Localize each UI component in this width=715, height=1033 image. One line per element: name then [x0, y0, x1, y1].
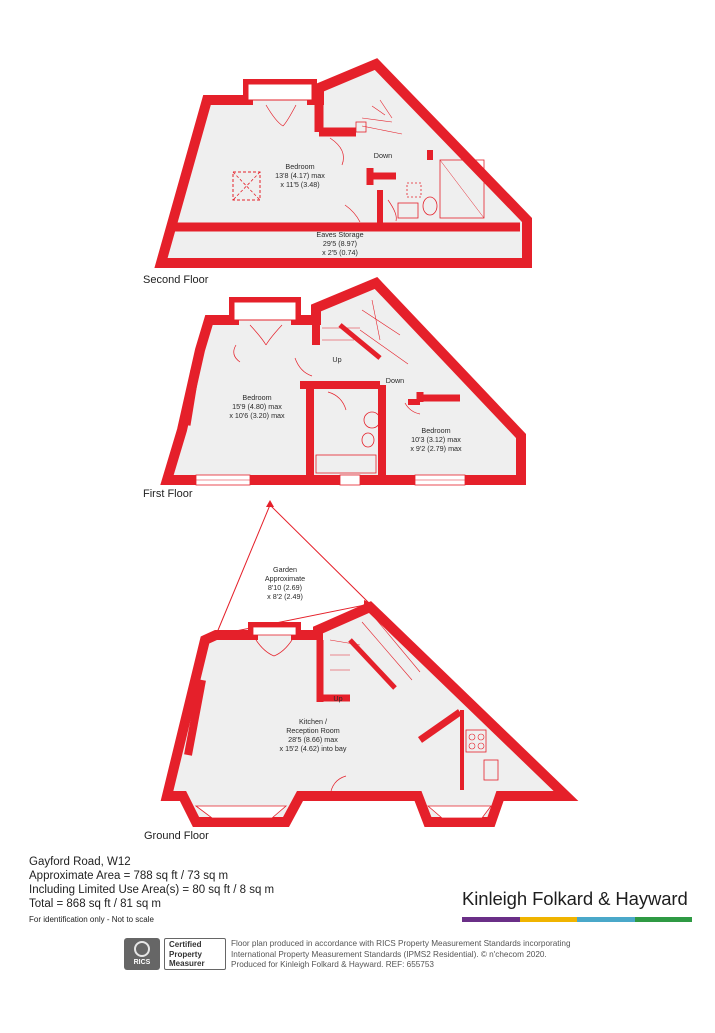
rics-logo-text: RICS [133, 959, 151, 966]
first-floor-bedroom2-name: Bedroom [421, 426, 451, 435]
property-address: Gayford Road, W12 [29, 856, 131, 868]
second-floor-down-label: Down [373, 151, 393, 160]
rics-logo [124, 938, 160, 970]
brand-bar-green [635, 917, 693, 922]
brand-bar-blue [577, 917, 635, 922]
brand-bar-purple [462, 917, 520, 922]
rics-badge-line2: Property [169, 949, 202, 959]
second-floor-plan [161, 64, 527, 263]
disclaimer-line1: Floor plan produced in accordance with RICS Property Measurement Standards incorporating [231, 939, 571, 948]
first-floor-bedroom1-dim1: 15'9 (4.80) max [232, 402, 282, 411]
ground-floor-label: Ground Floor [144, 830, 209, 842]
eaves-storage-name: Eaves Storage [316, 230, 364, 239]
rics-badge-line1: Certified [169, 940, 202, 949]
property-info [29, 855, 274, 927]
ground-floor-plan [167, 500, 566, 822]
second-floor-bedroom-name: Bedroom [285, 162, 315, 171]
kitchen-name: Kitchen / [299, 717, 327, 726]
scale-note: For identification only - Not to scale [29, 915, 154, 924]
brand-color-bar [462, 917, 692, 922]
brand-bar-yellow [520, 917, 578, 922]
second-floor-label: Second Floor [143, 274, 209, 286]
first-floor-label: First Floor [143, 488, 193, 500]
eaves-storage-dim2: x 2'5 (0.74) [322, 248, 358, 257]
ground-floor-outline [167, 607, 566, 822]
kitchen-dim1: Reception Room [286, 726, 340, 735]
first-floor-bedroom1-name: Bedroom [242, 393, 272, 402]
disclaimer [231, 939, 611, 971]
second-floor-bedroom-dim2: x 11'5 (3.48) [280, 180, 320, 189]
disclaimer-line2: International Property Measurement Standards (IPMS2 Residential). © n'checom 2020. [231, 949, 547, 959]
kitchen-dim2: 28'5 (8.66) max [288, 735, 338, 744]
approx-area: Approximate Area = 788 sq ft / 73 sq m [29, 870, 229, 882]
first-floor-bedroom2-dim2: x 9'2 (2.79) max [410, 444, 462, 453]
garden-name: Garden [273, 565, 297, 574]
first-floor-plan [167, 283, 521, 485]
first-floor-bedroom2-dim1: 10'3 (3.12) max [411, 435, 461, 444]
disclaimer-line3: Produced for Kinleigh Folkard & Hayward. REF: 655753 [231, 960, 434, 969]
second-floor-bedroom-dim1: 13'8 (4.17) max [275, 171, 325, 180]
first-floor-down-label: Down [385, 376, 405, 385]
certified-measurer-box [164, 938, 226, 970]
garden-dim2: 8'10 (2.69) [267, 583, 303, 592]
rics-crest-icon [134, 941, 150, 957]
total-area: Total = 868 sq ft / 81 sq m [29, 898, 162, 910]
garden-dim3: x 8'2 (2.49) [267, 592, 303, 601]
garden-dim1: Approximate [264, 574, 306, 583]
ground-floor-up-label: Up [333, 694, 343, 703]
rics-badge-line3: Measurer [169, 959, 205, 968]
limited-use-area: Including Limited Use Area(s) = 80 sq ft / 8 sq m [29, 884, 275, 896]
kitchen-dim3: x 15'2 (4.62) into bay [279, 744, 347, 753]
brand-logo-text: Kinleigh Folkard & Hayward [462, 888, 688, 909]
first-floor-up-label: Up [332, 355, 342, 364]
rics-badge [124, 938, 224, 972]
eaves-storage-dim1: 29'5 (8.97) [322, 239, 358, 248]
first-floor-bedroom1-dim2: x 10'6 (3.20) max [229, 411, 285, 420]
